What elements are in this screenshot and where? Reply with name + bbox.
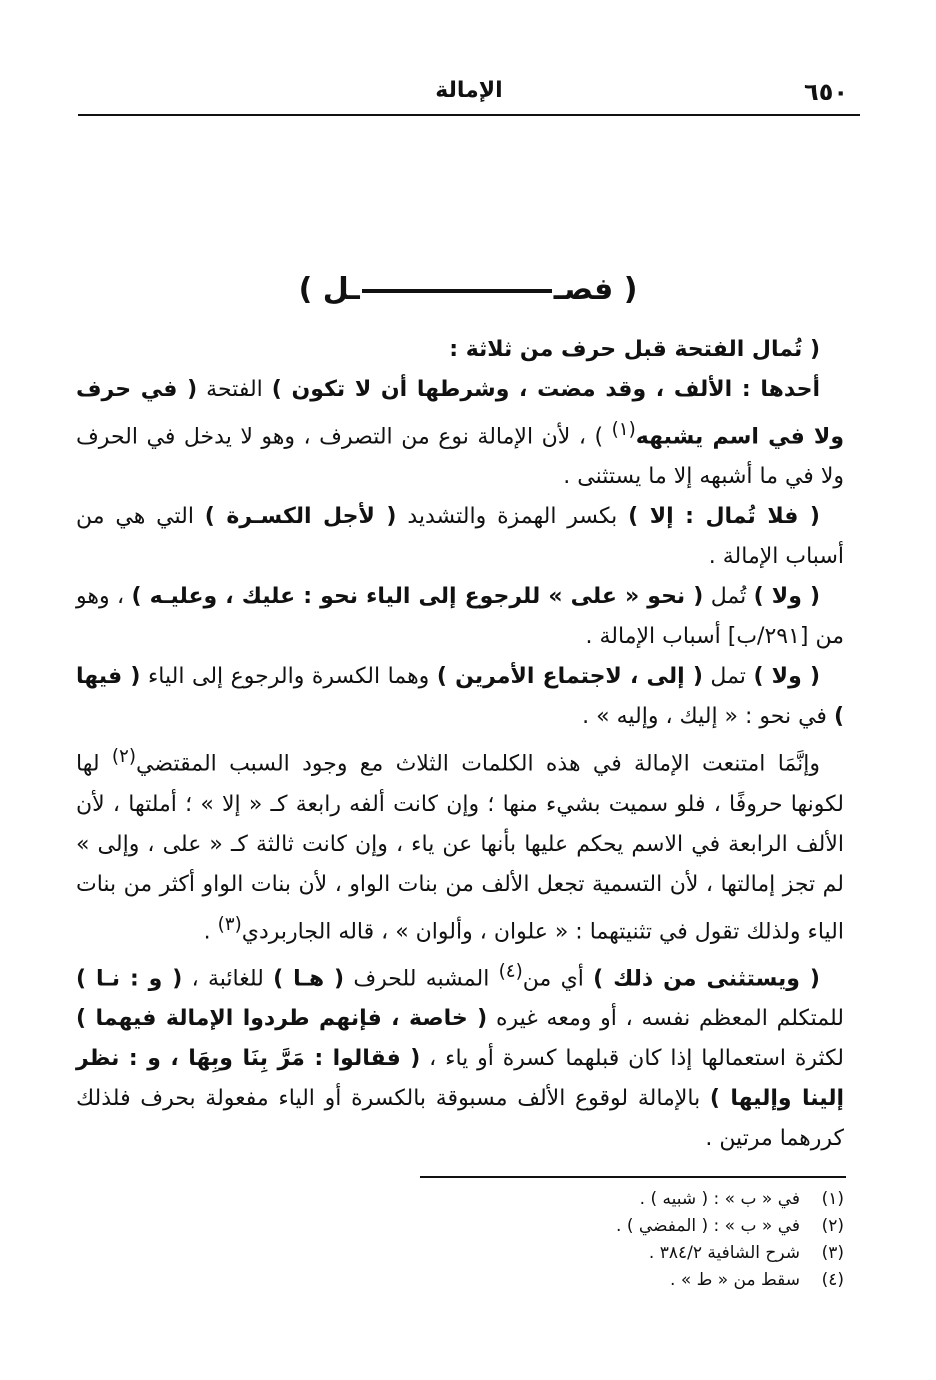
running-title: الإمالة bbox=[435, 78, 503, 103]
paragraph-4: ( ولا ) تُمل ( نحو « على » للرجوع إلى الياء نحو : عليك ، وعليـه ) ، وهو من [٢٩١/ب] أسباب الإمالة . bbox=[76, 584, 844, 650]
section-heading bbox=[0, 272, 936, 307]
footnote-1: (١) في « ب » : ( شبيه ) . bbox=[639, 1189, 844, 1209]
page-header bbox=[78, 74, 860, 116]
section-paren-right: ( bbox=[623, 272, 638, 307]
section-word-start: فصـ bbox=[553, 272, 614, 307]
footnote-2: (٢) في « ب » : ( المفضي ) . bbox=[616, 1216, 844, 1236]
footnote-ref-3: (٣) bbox=[217, 913, 242, 935]
footnote-divider bbox=[420, 1176, 846, 1178]
page-number: ٦٥٠ bbox=[804, 78, 848, 106]
paragraph-6: وإنَّمَا امتنعت الإمالة في هذه الكلمات الثلاث مع وجود السبب المقتضي$^{(٢)}$ لها لكونها حروفًا ، فلو سميت بشيء منها ؛ وإن كانت ألفه رابعة كـ « إلا » ؛ أملتها ، لأن الألف الرابعة في الاسم يحكم عليها بأنها عن ياء ، وإن كانت ثالثة كـ « على ، وإلى » لم تجز إمالتها ، لأن التسمية تجعل الألف من بنات الواو ، لأن بنات الواو أكثر من بنات الياء ولذلك تقول في تثنيتهما : « علوان ، وألوان » ، قاله الجاربردي$^{(٣)}$ . bbox=[76, 746, 844, 944]
paragraph-3: ( فلا تُمال : إلا ) بكسر الهمزة والتشديد ( لأجل الكسـرة ) التي هي من أسباب الإمالة . bbox=[76, 504, 844, 570]
footnote-ref-4: (٤) bbox=[498, 960, 523, 982]
footnote-ref-2: (٢) bbox=[111, 746, 137, 768]
section-word-end: ـل bbox=[322, 272, 360, 307]
paragraph-5: ( ولا ) تمل ( إلى ، لاجتماع الأمرين ) وهما الكسرة والرجوع إلى الياء ( فيها ) في نحو : « إليك ، وإليه » . bbox=[76, 664, 844, 730]
paragraph-7: ( ويستثنى من ذلك ) أي من$^{(٤)}$ المشبه للحرف ( هـا ) للغائبة ، ( و : نـا ) للمتكلم المعظم نفسه ، أو ومعه غيره ( خاصة ، فإنهم طردوا الإمالة فيهما ) لكثرة استعمالها إذا كان قبلهما كسرة أو ياء ، ( فقالوا : مَرَّ بِنَا وبِهَا ، و : نظر إلينا وإليها ) بالإمالة لوقوع الألف مسبوقة بالكسرة أو الياء مفعولة بحرف فلذلك كررهما مرتين . bbox=[76, 960, 845, 1152]
section-tatweel-line bbox=[362, 289, 552, 293]
footnote-4: (٤) سقط من « ط » . bbox=[670, 1270, 844, 1290]
paragraph-1: ( تُمال الفتحة قبل حرف من ثلاثة : bbox=[449, 337, 820, 362]
main-text bbox=[76, 330, 844, 1159]
footnotes bbox=[244, 1186, 844, 1294]
footnote-ref-1: (١) bbox=[611, 419, 636, 440]
paragraph-2: أحدها : الألف ، وقد مضت ، وشرطها أن لا تكون ) الفتحة ( في حرف ولا في اسم يشبهه$^{(١)}$ ) ، لأن الإمالة نوع من التصرف ، وهو لا يدخل في الحرف ولا في ما أشبهه إلا ما يستثنى . bbox=[76, 377, 844, 490]
footnote-3: (٣) شرح الشافية ٣٨٤/٢ . bbox=[648, 1243, 844, 1263]
section-paren-left: ) bbox=[298, 272, 313, 307]
